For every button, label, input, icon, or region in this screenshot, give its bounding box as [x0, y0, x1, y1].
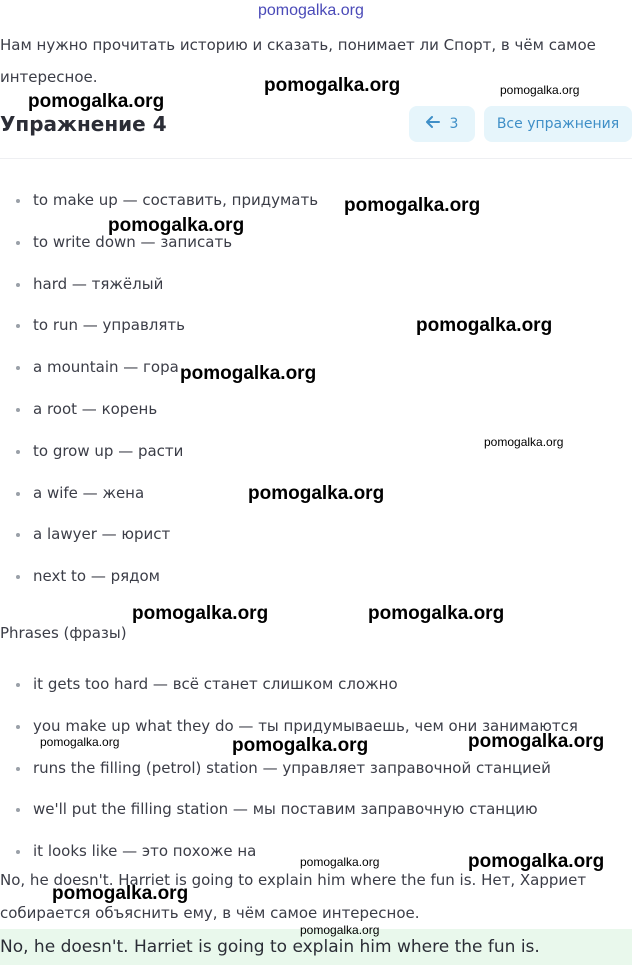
watermark: pomogalka.org: [300, 923, 380, 937]
list-item: you make up what they do — ты придумываешь, чем они занимаются: [0, 706, 632, 748]
watermark: pomogalka.org: [180, 363, 317, 384]
answer-text: No, he doesn't. Harriet is going to explain him where the fun is. Нет, Харриет собирается объяснить ему, в чём самое интересное.: [0, 871, 587, 922]
arrow-left-icon: [426, 116, 440, 132]
watermark: pomogalka.org: [300, 855, 380, 869]
watermark: pomogalka.org: [484, 435, 564, 449]
list-item: a mountain — гора: [0, 347, 632, 389]
list-item: next to — рядом: [0, 556, 632, 598]
list-item: to run — управлять: [0, 305, 632, 347]
watermark: pomogalka.org: [500, 83, 580, 97]
watermark: pomogalka.org: [52, 883, 189, 904]
list-item: hard — тяжёлый: [0, 264, 632, 306]
list-item: a lawyer — юрист: [0, 514, 632, 556]
all-exercises-button[interactable]: Все упражнения: [484, 106, 632, 142]
watermark: pomogalka.org: [468, 731, 605, 752]
watermark: pomogalka.org: [344, 195, 481, 216]
answer-highlight: No, he doesn't. Harriet is going to explain him where the fun is.: [0, 929, 632, 965]
watermark: pomogalka.org: [108, 215, 245, 236]
watermark: pomogalka.org: [368, 603, 505, 624]
list-item: to grow up — расти: [0, 431, 632, 473]
prev-exercise-button[interactable]: [409, 106, 475, 142]
watermark: pomogalka.org: [468, 851, 605, 872]
list-item: we'll put the filling station — мы поставим заправочную станцию: [0, 789, 632, 831]
prev-exercise-number: 3: [449, 116, 459, 132]
watermark: pomogalka.org: [40, 735, 120, 749]
list-item: it gets too hard — всё станет слишком сложно: [0, 664, 632, 706]
phrases-list: [0, 664, 632, 873]
vocab-list: [0, 180, 632, 598]
list-item: runs the filling (petrol) station — управляет заправочной станцией: [0, 748, 632, 790]
phrases-heading: Phrases (фразы): [0, 624, 127, 642]
watermark: pomogalka.org: [248, 483, 385, 504]
watermark: pomogalka.org: [264, 75, 401, 96]
list-item: to make up — составить, придумать: [0, 180, 632, 222]
list-item: a wife — жена: [0, 473, 632, 515]
divider: [0, 158, 632, 159]
list-item: to write down — записать: [0, 222, 632, 264]
list-item: a root — корень: [0, 389, 632, 431]
watermark: pomogalka.org: [416, 315, 553, 336]
watermark: pomogalka.org: [232, 735, 369, 756]
list-item: it looks like — это похоже на: [0, 831, 632, 873]
watermark: pomogalka.org: [132, 603, 269, 624]
watermark: pomogalka.org: [258, 2, 364, 19]
exercise-title: Упражнение 4: [0, 112, 167, 136]
watermark: pomogalka.org: [28, 91, 165, 112]
intro-text: Нам нужно прочитать историю и сказать, понимает ли Спорт, в чём самое интересное.: [0, 36, 596, 86]
